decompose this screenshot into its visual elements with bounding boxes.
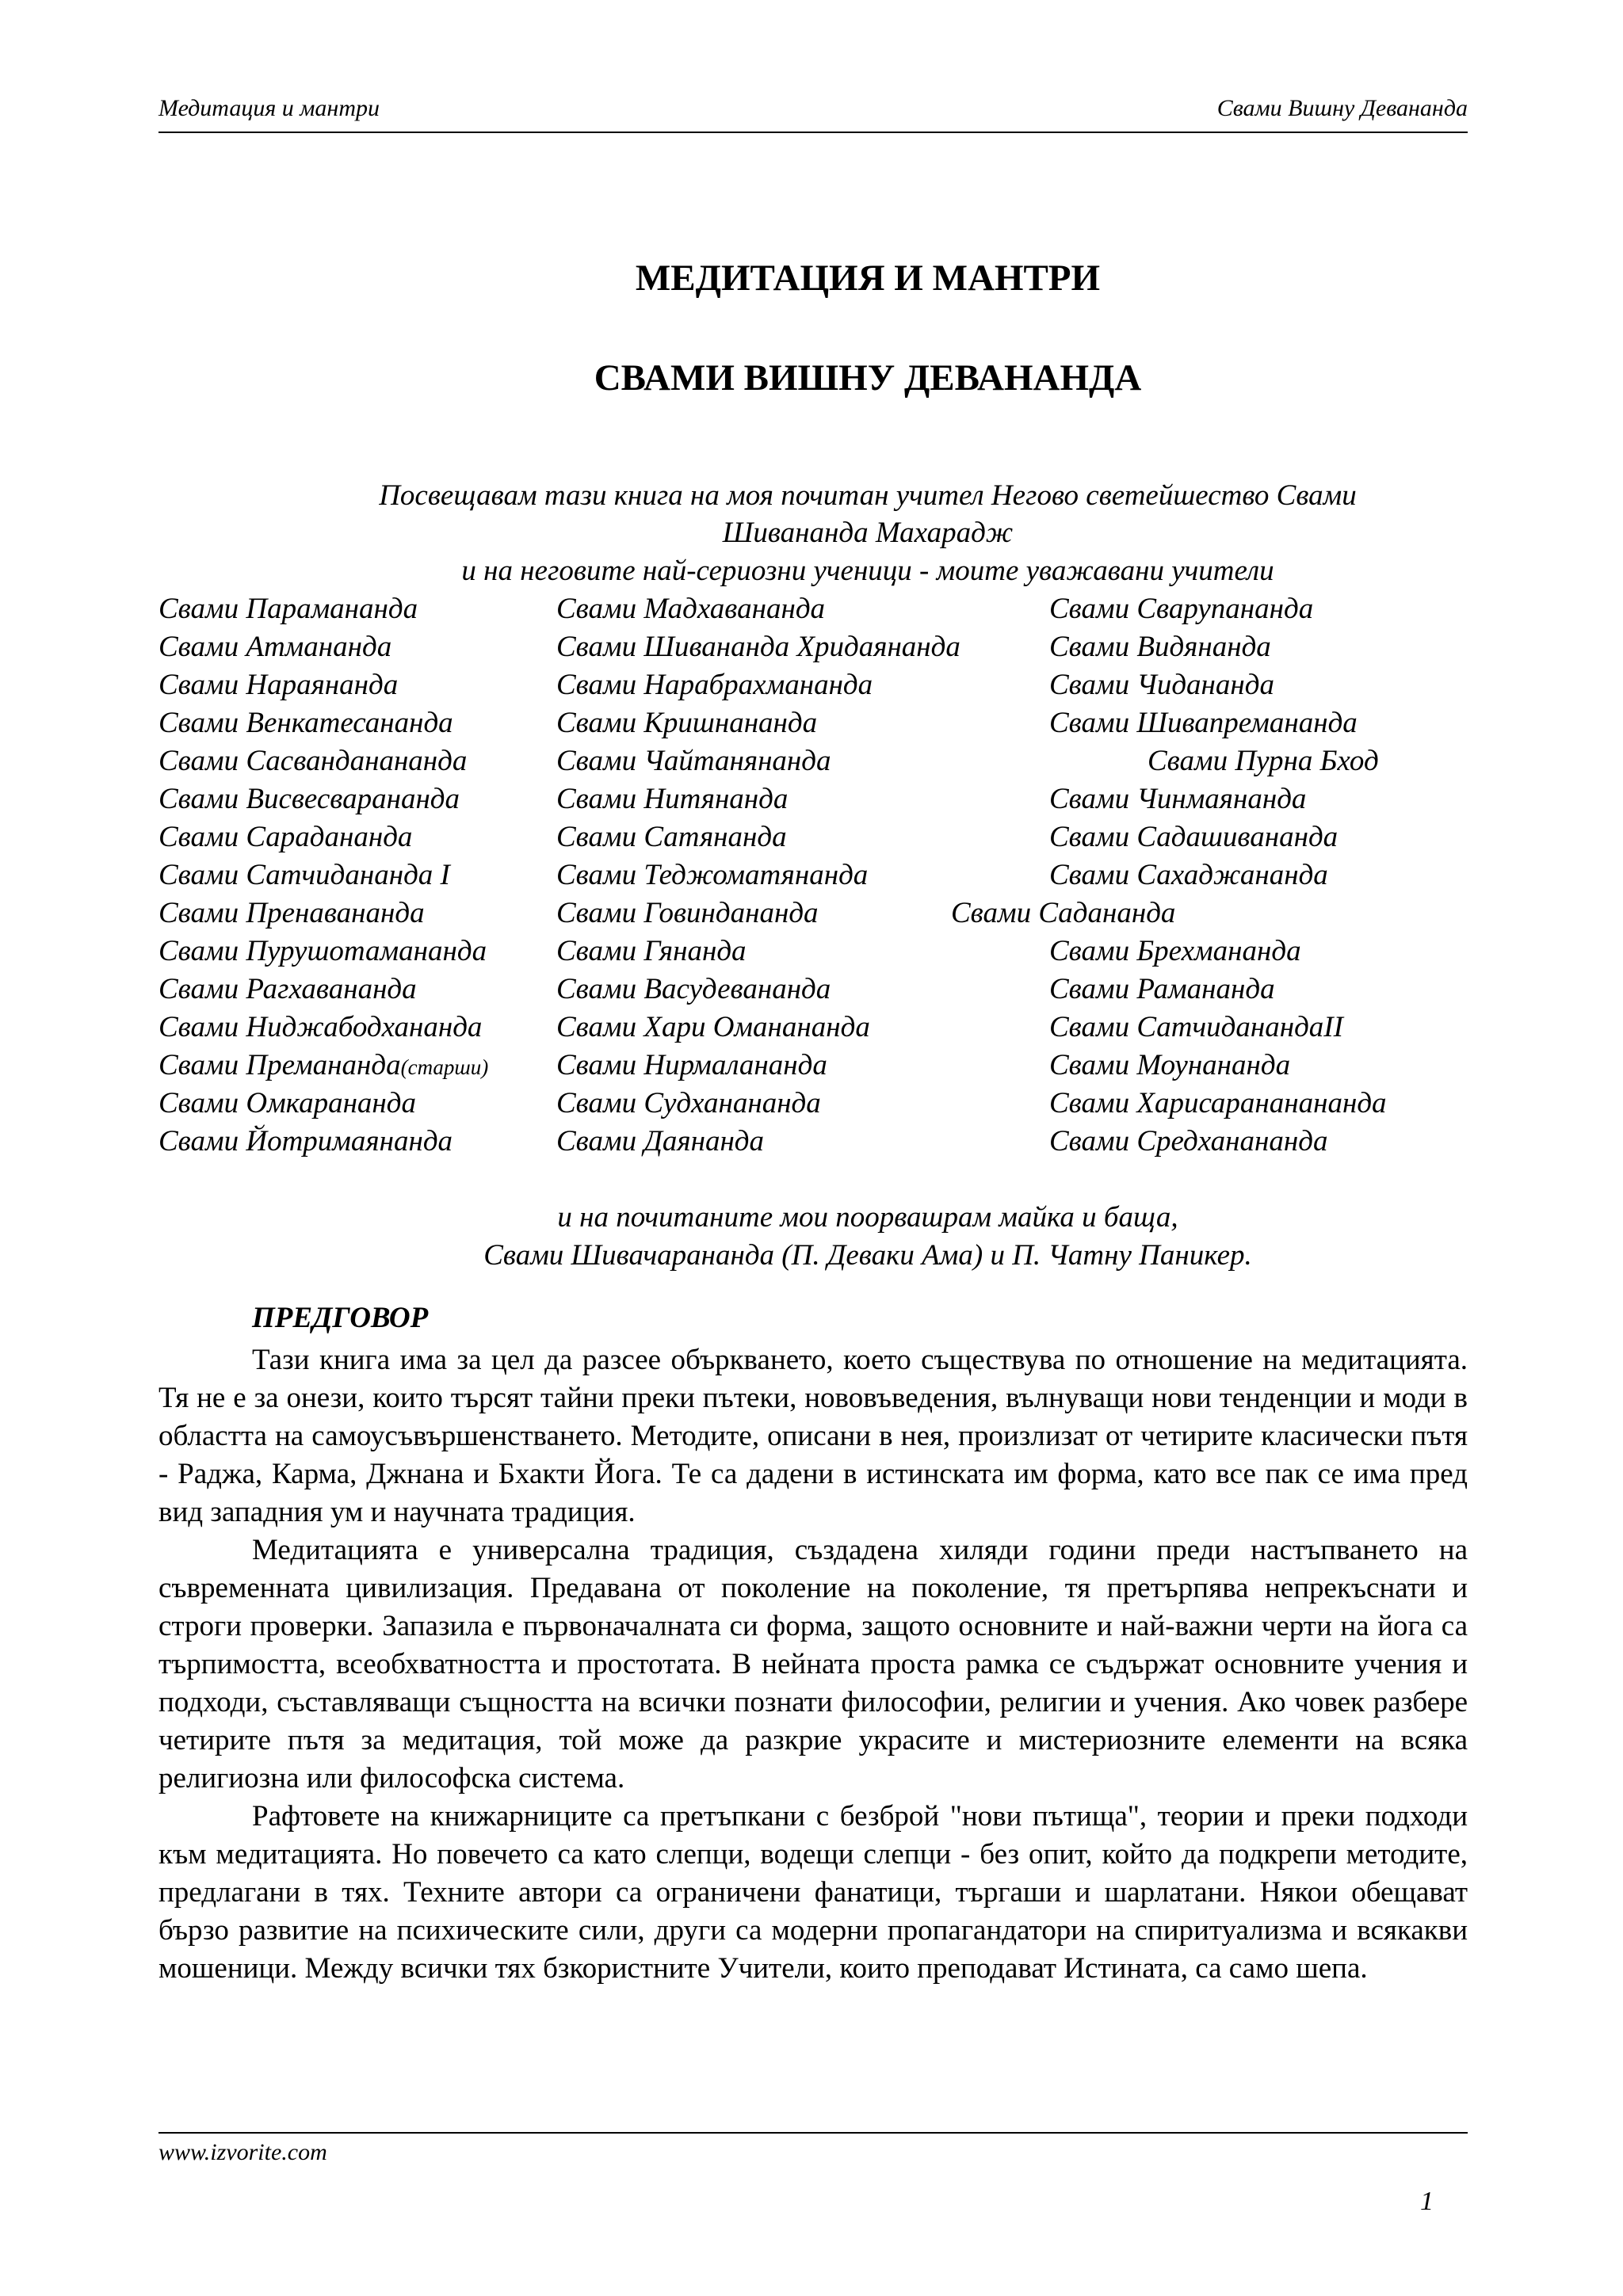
teacher-name: Свами Мадхавананда <box>556 593 826 625</box>
book-title: МЕДИТАЦИЯ И МАНТРИ <box>635 257 1101 299</box>
teacher-name: Свами Брехмананда <box>1049 935 1301 967</box>
teacher-name: Свами Средханананда <box>1049 1125 1328 1158</box>
teacher-name: Свами Шивананда Хридаянанда <box>556 631 960 663</box>
teacher-name: Свами Нитянанда <box>556 783 789 815</box>
teacher-name: Свами Даянанда <box>556 1125 765 1158</box>
teacher-name: Свами Гянанда <box>556 935 747 967</box>
teacher-name: Свами Теджоматянанда <box>556 859 869 891</box>
teacher-name: Свами Кришнананда <box>556 707 818 739</box>
parents-line-1: и на почитаните мои поорвашрам майка и баща, <box>557 1201 1178 1234</box>
teacher-name: Свами Сасванданананда <box>158 745 468 777</box>
teacher-name: Свами Харисарананананда <box>1049 1087 1387 1119</box>
teacher-name-note: (старши) <box>400 1055 489 1079</box>
teacher-name: Свами Нарабрахмананда <box>556 669 873 701</box>
teacher-name: Свами Хари Оманананда <box>556 1011 870 1043</box>
teacher-name: Свами Рагхавананда <box>158 973 417 1005</box>
teacher-name: Свами Премананда <box>158 1049 401 1081</box>
dedication-line-3: и на неговите най-сериозни ученици - моите уважавани учители <box>461 555 1274 587</box>
preface-body <box>158 1341 1468 1988</box>
teacher-name: Свами Сатянанда <box>556 821 787 853</box>
teacher-name: Свами Пренавананда <box>158 897 425 929</box>
preface-title: ПРЕДГОВОР <box>252 1302 429 1334</box>
header-rule <box>158 132 1468 133</box>
footer-url: www.izvorite.com <box>158 2139 327 2165</box>
teacher-name: Свами Пурушотамананда <box>158 935 487 967</box>
teacher-name: Свами Ниджабодхананда <box>158 1011 483 1043</box>
teacher-name: Свами Атмананда <box>158 631 392 663</box>
teacher-name: Свами Нирмалананда <box>556 1049 827 1081</box>
teacher-name: Свами СатчиданандаII <box>1049 1011 1343 1043</box>
teacher-name: Свами Сарадананда <box>158 821 413 853</box>
teacher-name: Свами Висвесварананда <box>158 783 460 815</box>
teacher-name: Свами Сахаджананда <box>1049 859 1328 891</box>
book-author: СВАМИ ВИШНУ ДЕВАНАНДА <box>594 357 1142 399</box>
teacher-name: Свами Пурна Бход <box>1148 745 1379 777</box>
running-header-left: Медитация и мантри <box>158 95 380 121</box>
teacher-name: Свами Парамананда <box>158 593 418 625</box>
preface-paragraph: Рафтовете на книжарниците са претъпкани с безброй "нови пътища", теории и преки подходи към медитацията. Но повечето са като слепци, водещи слепци - без опит, който да подкрепи методите, предлагани в тях. Техните автори са ограничени фанатици, търгаши и шарлатани. Някои обещават бързо развитие на психическите сили, други са модерни пропагандатори на спиритуализма и всякакви мошеници. Между всички тях бзкористните Учители, които преподават Истината, са само шепа. <box>158 1800 1468 1985</box>
teacher-name: Свами Чайтанянанда <box>556 745 831 777</box>
teacher-name: Свами Венкатесананда <box>158 707 453 739</box>
teacher-name: Свами Чидананда <box>1049 669 1274 701</box>
teacher-name: Свами Нараянанда <box>158 669 399 701</box>
teacher-name: Свами Омкарананда <box>158 1087 416 1119</box>
dedication-line-1: Посвещавам тази книга на моя почитан учител Негово светейшество Свами <box>379 479 1357 512</box>
teacher-name: Свами Судханананда <box>556 1087 821 1119</box>
teacher-name: Свами Садашивананда <box>1049 821 1338 853</box>
footer-rule <box>158 2132 1468 2134</box>
dedication-line-2: Шивананда Махарадж <box>722 517 1014 549</box>
teacher-name: Свами Чинмаянанда <box>1049 783 1307 815</box>
teacher-name: Свами Йотримаянанда <box>158 1125 453 1158</box>
preface-paragraph: Медитацията е универсална традиция, създадена хиляди години преди настъпването на съвременната цивилизация. Предавана от поколение на поколение, тя претърпява непрекъснати и строги проверки. Запазила е първоначалната си форма, защото основните и най-важни черти на йога са търпимостта, всеобхватността и простотата. В нейната проста рамка се съдържат основните учения и подходи, съставляващи същността на всички познати философии, религии и учения. Ако човек разбере четирите пътя за медитация, той може да разкрие украсите и мистериозните елементи на всяка религиозна или философска система. <box>158 1534 1468 1794</box>
running-header-right: Свами Вишну Девананда <box>1216 95 1468 121</box>
teacher-name: Свами Сатчидананда I <box>158 859 450 891</box>
teacher-name: Свами Говиндананда <box>556 897 819 929</box>
teacher-name: Свами Садананда <box>951 897 1176 929</box>
page-number: 1 <box>1420 2187 1434 2216</box>
teacher-name: Свами Сварупананда <box>1049 593 1314 625</box>
teacher-name: Свами Васудевананда <box>556 973 831 1005</box>
teacher-name-with-note <box>158 1051 488 1080</box>
teacher-name: Свами Шивапремананда <box>1049 707 1358 739</box>
teacher-name: Свами Рамананда <box>1049 973 1275 1005</box>
teacher-name: Свами Моунананда <box>1049 1049 1291 1081</box>
preface-paragraph: Тази книга има за цел да разсее объркването, което съществува по отношение на медитацията. Тя не е за онези, които търсят тайни преки пътеки, нововъведения, вълнуващи нови тенденции и моди в областта на самоусъвършенстването. Методите, описани в нея, произлизат от четирите класически пътя - Раджа, Карма, Джнана и Бхакти Йога. Те са дадени в истинската им форма, като все пак се има пред вид западния ум и научната традиция. <box>158 1344 1468 1528</box>
parents-line-2: Свами Шивачарананда (П. Деваки Ама) и П. Чатну Паникер. <box>483 1239 1252 1272</box>
teacher-name: Свами Видянанда <box>1049 631 1271 663</box>
